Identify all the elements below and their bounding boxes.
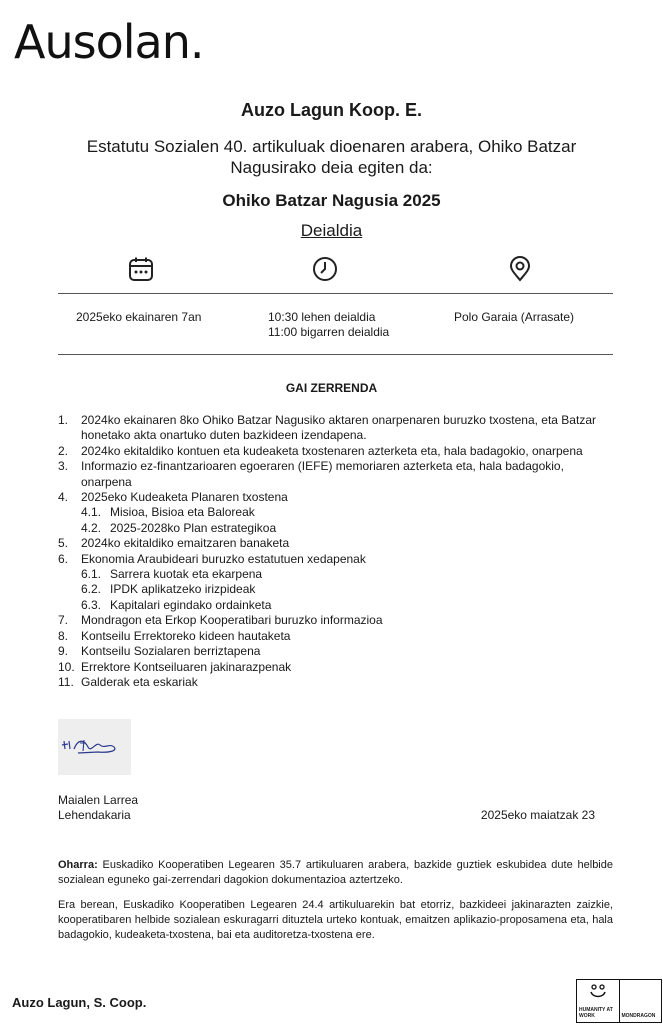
agenda-item bbox=[58, 629, 613, 644]
divider-bottom bbox=[58, 354, 613, 355]
agenda-item bbox=[58, 490, 613, 505]
agenda-item-text: Kontseilu Errektoreko kideen hautaketa bbox=[81, 628, 291, 643]
agenda-item-text: 2025eko Kudeaketa Planaren txostena bbox=[81, 490, 288, 505]
humanity-icon bbox=[589, 984, 607, 1000]
agenda-item-number: 8. bbox=[58, 628, 69, 643]
note-text: Euskadiko Kooperatiben Legearen 35.7 artikuluaren arabera, bazkide guztiek eskubidea dute helbide sozialean eguneko gai-zerrendari dagokion dokumentazioa aztertzeko. bbox=[58, 859, 613, 886]
humanity-at-work-cell bbox=[577, 980, 619, 1022]
badge-left-text: HUMANITY AT WORK bbox=[579, 1007, 613, 1019]
agenda-subitem bbox=[58, 567, 613, 582]
agenda-item-text: 2024ko ekitaldiko emaitzaren banaketa bbox=[81, 536, 290, 551]
agenda-subitem-number: 6.2. bbox=[81, 582, 102, 597]
agenda-item-number: 5. bbox=[58, 536, 69, 551]
agenda-subitem-number: 4.2. bbox=[81, 520, 102, 535]
agenda-item-number: 4. bbox=[58, 490, 69, 505]
agenda-item-number: 1. bbox=[58, 413, 69, 427]
agenda-item-text: Kontseilu Sozialaren berriztapena bbox=[81, 644, 261, 659]
agenda-item-number: 11. bbox=[58, 674, 74, 689]
agenda-subitem-text: Misioa, Bisioa eta Baloreak bbox=[110, 505, 255, 520]
agenda-subitem-number: 4.1. bbox=[81, 505, 102, 520]
agenda-item-number: 3. bbox=[58, 459, 69, 474]
agenda-item-number: 9. bbox=[58, 644, 69, 659]
agenda-item bbox=[58, 536, 613, 551]
signer-role: Lehendakaria bbox=[58, 808, 131, 822]
agenda-heading: GAI ZERRENDA bbox=[285, 381, 378, 395]
signature-date: 2025eko maiatzak 23 bbox=[480, 808, 595, 822]
first-call-time: 10:30 lehen deialdia bbox=[268, 310, 376, 324]
agenda-subitem-number: 6.1. bbox=[81, 567, 102, 582]
agenda-subitem bbox=[58, 598, 613, 613]
agenda-item bbox=[58, 413, 613, 444]
signer-name: Maialen Larrea bbox=[58, 793, 139, 807]
agenda-item-number: 2. bbox=[58, 443, 69, 458]
meeting-date: 2025eko ekainaren 7an bbox=[76, 310, 202, 324]
agenda-item-text: 2024ko ekitaldiko kontuen eta kudeaketa txostenaren azterketa eta, hala badagokio, onarpena bbox=[81, 443, 583, 458]
note-paragraph-2: Era berean, Euskadiko Kooperatiben Legearen 24.4 artikuluarekin bat etorriz, bazkideei jakinarazten zaizkie, kooperatibaren helbide sozialean eskuragarri dituztela urteko kontuak, emaitzen aplikazio-proposamena eta, hala badagokio, kudeaketa-txostena, bai eta auditoretza-txostena ere. bbox=[58, 899, 613, 941]
agenda-item-text: Errektore Kontseiluaren jakinarazpenak bbox=[81, 659, 292, 674]
agenda-subitem-number: 6.3. bbox=[81, 597, 102, 612]
agenda-list bbox=[58, 413, 613, 690]
org-title: Auzo Lagun Koop. E. bbox=[241, 100, 422, 120]
ausolan-logo: Ausolan. bbox=[14, 15, 204, 69]
mondragon-badge bbox=[576, 979, 662, 1023]
agenda-item-text: Galderak eta eskariak bbox=[81, 674, 198, 689]
agenda-subitem-text: 2025-2028ko Plan estrategikoa bbox=[110, 520, 277, 535]
badge-right-text: MONDRAGON bbox=[621, 1013, 656, 1019]
agenda-subitem-text: IPDK aplikatzeko irizpideak bbox=[110, 582, 256, 597]
agenda-item-text: Mondragon eta Erkop Kooperatibari buruzko informazioa bbox=[81, 613, 383, 628]
meeting-place: Polo Garaia (Arrasate) bbox=[454, 310, 575, 324]
note-paragraph-1 bbox=[58, 858, 613, 888]
agenda-item-number: 10. bbox=[58, 659, 75, 674]
mondragon-cell bbox=[619, 980, 662, 1022]
intro-text: Estatutu Sozialen 40. artikuluak dioenaren arabera, Ohiko Batzar Nagusirako deia egiten da: bbox=[86, 137, 577, 177]
agenda-subitem bbox=[58, 521, 613, 536]
clock-icon bbox=[312, 256, 338, 282]
agenda-subitem-text: Sarrera kuotak eta ekarpena bbox=[110, 567, 263, 582]
agenda-item-text: Informazio ez-finantzarioaren egoeraren (IEFE) memoriaren azterketa eta, hala badagokio, onarpena bbox=[81, 459, 564, 489]
agenda-subitem bbox=[58, 505, 613, 520]
agenda-item bbox=[58, 444, 613, 459]
agenda-item bbox=[58, 660, 613, 675]
agenda-item bbox=[58, 613, 613, 628]
agenda-item-number: 6. bbox=[58, 551, 69, 566]
footer-org-name: Auzo Lagun, S. Coop. bbox=[12, 995, 147, 1010]
call-label: Deialdia bbox=[300, 221, 363, 240]
location-pin-icon bbox=[507, 256, 533, 282]
divider-top bbox=[58, 293, 613, 294]
second-call-time: 11:00 bigarren deialdia bbox=[268, 325, 390, 339]
agenda-item-text: Ekonomia Araubideari buruzko estatutuen xedapenak bbox=[81, 551, 366, 566]
calendar-icon bbox=[128, 256, 154, 282]
meeting-title: Ohiko Batzar Nagusia 2025 bbox=[222, 191, 441, 210]
agenda-item bbox=[58, 552, 613, 567]
agenda-subitem bbox=[58, 582, 613, 597]
signer-block bbox=[58, 793, 138, 823]
agenda-item bbox=[58, 644, 613, 659]
note-label: Oharra: bbox=[58, 859, 98, 871]
meeting-times bbox=[268, 310, 389, 340]
agenda-item bbox=[58, 675, 613, 690]
agenda-subitem-text: Kapitalari egindako ordainketa bbox=[110, 597, 272, 612]
agenda-item bbox=[58, 459, 613, 490]
agenda-item-number: 7. bbox=[58, 613, 69, 628]
signature-image bbox=[58, 719, 131, 775]
agenda-item-text: 2024ko ekainaren 8ko Ohiko Batzar Nagusiko aktaren onarpenaren buruzko txostena, eta Batzar honetako akta onartuko duten bazkideen izendapena. bbox=[81, 413, 596, 443]
